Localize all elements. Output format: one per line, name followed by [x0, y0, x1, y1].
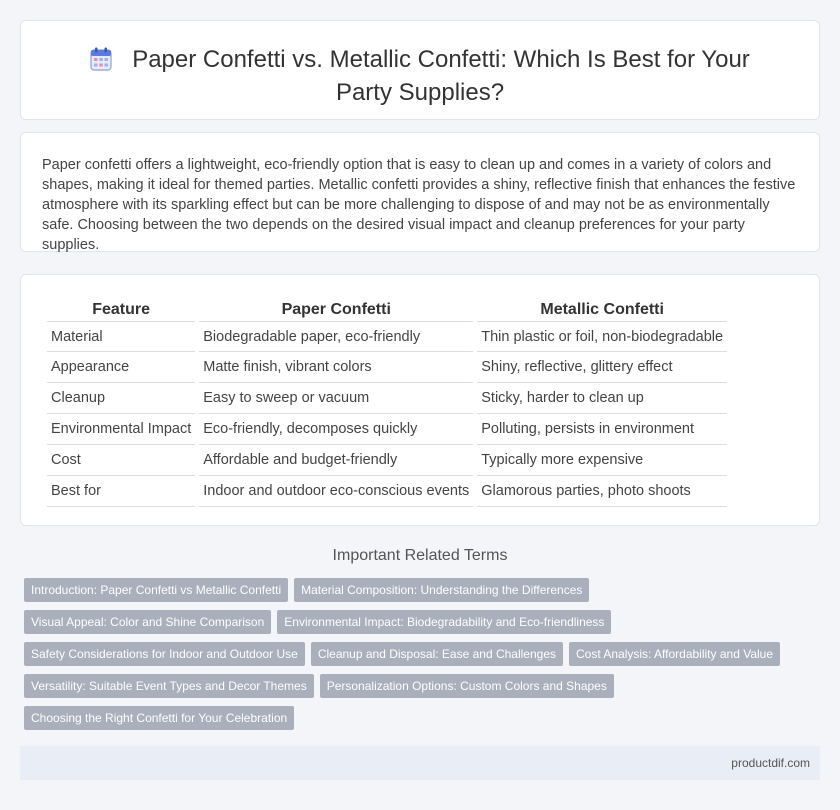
- footer-site-link[interactable]: productdif.com: [731, 756, 810, 770]
- table-row: [47, 414, 727, 445]
- table-row: [47, 352, 727, 383]
- column-header-feature: Feature: [92, 301, 151, 318]
- comparison-table: [43, 295, 731, 507]
- summary-card: [20, 132, 820, 252]
- table-row: [47, 445, 727, 476]
- paper-cell: Eco-friendly, decomposes quickly: [199, 414, 473, 445]
- metallic-cell: Thin plastic or foil, non-biodegradable: [477, 321, 727, 352]
- related-terms-list: [20, 578, 820, 738]
- tag-row: [20, 642, 820, 674]
- tag-row: [20, 674, 820, 706]
- table-header-row: [47, 295, 727, 321]
- comparison-card: [20, 274, 820, 526]
- metallic-cell: Polluting, persists in environment: [477, 414, 727, 445]
- related-term-tag[interactable]: Personalization Options: Custom Colors and Shapes: [320, 674, 614, 698]
- paper-cell: Affordable and budget-friendly: [199, 445, 473, 476]
- footer: [20, 746, 820, 780]
- paper-cell: Indoor and outdoor eco-conscious events: [199, 476, 473, 507]
- related-term-tag[interactable]: Versatility: Suitable Event Types and Decor Themes: [24, 674, 314, 698]
- table-row: [47, 383, 727, 414]
- summary-paragraph: Paper confetti offers a lightweight, eco-friendly option that is easy to clean up and comes in a variety of colors and shapes, making it ideal for themed parties. Metallic confetti provides a shiny, reflective finish that enhances the festive atmosphere with its sparkling effect but can be more challenging to dispose of and may not be as environmentally safe. Choosing between the two depends on the desired visual impact and cleanup preferences for your party supplies.: [42, 157, 796, 253]
- related-term-tag[interactable]: Visual Appeal: Color and Shine Comparison: [24, 610, 271, 634]
- related-term-tag[interactable]: Material Composition: Understanding the Differences: [294, 578, 589, 602]
- title-card: [20, 20, 820, 120]
- row-feature-cell: Appearance: [47, 352, 195, 383]
- related-term-tag[interactable]: Choosing the Right Confetti for Your Celebration: [24, 706, 294, 730]
- related-term-tag[interactable]: Cost Analysis: Affordability and Value: [569, 642, 780, 666]
- row-feature-cell: Cost: [47, 445, 195, 476]
- metallic-cell: Shiny, reflective, glittery effect: [477, 352, 727, 383]
- page-title: Paper Confetti vs. Metallic Confetti: Which Is Best for Your Party Supplies?: [132, 46, 750, 106]
- calendar-icon: [90, 47, 112, 78]
- metallic-cell: Typically more expensive: [477, 445, 727, 476]
- related-terms-heading: Important Related Terms: [332, 547, 508, 564]
- paper-cell: Easy to sweep or vacuum: [199, 383, 473, 414]
- related-term-tag[interactable]: Safety Considerations for Indoor and Outdoor Use: [24, 642, 305, 666]
- tag-row: [20, 578, 820, 610]
- related-term-tag[interactable]: Cleanup and Disposal: Ease and Challenges: [311, 642, 563, 666]
- tag-row: [20, 610, 820, 642]
- related-term-tag[interactable]: Introduction: Paper Confetti vs Metallic Confetti: [24, 578, 288, 602]
- page-title-wrap: [61, 45, 779, 107]
- row-feature-cell: Material: [47, 321, 195, 352]
- column-header-metallic: Metallic Confetti: [540, 301, 664, 318]
- column-header-paper: Paper Confetti: [281, 301, 391, 318]
- metallic-cell: Glamorous parties, photo shoots: [477, 476, 727, 507]
- table-row: [47, 476, 727, 507]
- row-feature-cell: Environmental Impact: [47, 414, 195, 445]
- tag-row: [20, 706, 820, 738]
- row-feature-cell: Best for: [47, 476, 195, 507]
- table-row: [47, 321, 727, 352]
- related-term-tag[interactable]: Environmental Impact: Biodegradability and Eco-friendliness: [277, 610, 611, 634]
- paper-cell: Matte finish, vibrant colors: [199, 352, 473, 383]
- row-feature-cell: Cleanup: [47, 383, 195, 414]
- paper-cell: Biodegradable paper, eco-friendly: [199, 321, 473, 352]
- metallic-cell: Sticky, harder to clean up: [477, 383, 727, 414]
